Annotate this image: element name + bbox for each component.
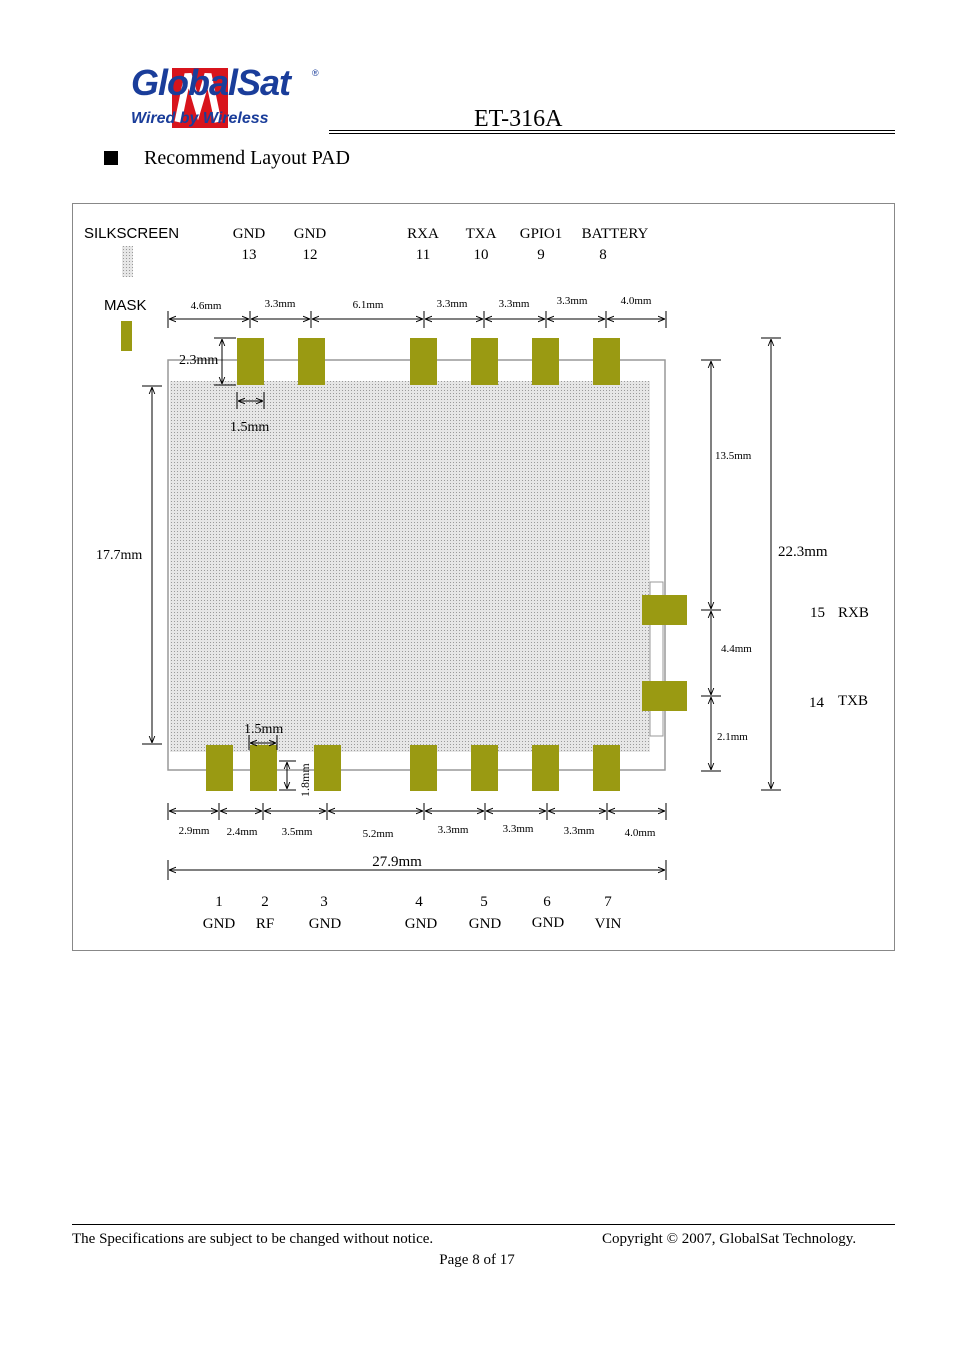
dim-top-2: 3.3mm [264,298,296,310]
dim-top-1: 4.6mm [190,300,222,312]
legend-mask: MASK [104,297,147,314]
dim-bottom-7: 3.3mm [563,825,595,837]
pad-13 [237,338,264,385]
pin-10-name: TXA [465,226,497,242]
logo-tagline: Wired by Wireless [131,110,269,127]
footer-copyright: Copyright © 2007, GlobalSat Technology. [602,1231,857,1247]
logo-wordmark: GlobalSat [131,62,291,103]
dim-pad-height-top: 2.3mm [179,353,219,368]
footer-notice: The Specifications are subject to be changed without notice. [72,1231,434,1247]
pin-8-num: 8 [599,247,607,263]
pin-9-num: 9 [537,247,545,263]
pad-15 [642,595,687,625]
pin-9-name: GPIO1 [519,226,563,242]
pad-6 [532,745,559,791]
dim-right-2: 4.4mm [721,643,752,655]
pad-1 [206,745,233,791]
dim-bottom-8: 4.0mm [624,827,656,839]
pin-7-name: VIN [594,916,622,932]
pad-2 [250,745,277,791]
dim-bottom-4: 5.2mm [362,828,394,840]
pin-3-num: 3 [320,894,328,910]
dim-pad-width-top: 1.5mm [230,420,270,435]
pad-11 [410,338,437,385]
pin-15-name: RXB [838,605,869,621]
dim-bottom-2: 2.4mm [226,826,258,838]
pin-5-name: GND [468,916,502,932]
pin-4-num: 4 [415,894,423,910]
dim-top-3: 6.1mm [352,299,384,311]
pad-10 [471,338,498,385]
bottom-pads [206,745,620,791]
pin-3-name: GND [308,916,342,932]
module-silkscreen-area [170,381,637,752]
pad-9 [532,338,559,385]
pin-7-num: 7 [604,894,612,910]
dim-bottom-5: 3.3mm [437,824,469,836]
pin-6-name: GND [531,915,565,931]
dim-bottom-6: 3.3mm [502,823,534,835]
pad-3 [314,745,341,791]
footer-rule [72,1224,895,1225]
pin-6-num: 6 [543,894,551,910]
pin-1-name: GND [202,916,236,932]
pin-11-name: RXA [407,226,439,242]
dim-left-height: 17.7mm [96,548,143,563]
bottom-dimension-labels [179,823,656,840]
pin-14-num: 14 [809,695,824,711]
pin-12-name: GND [293,226,327,242]
pin-12-num: 12 [302,247,318,263]
pad-5 [471,745,498,791]
dim-right-3: 2.1mm [717,731,748,743]
section-title: Recommend Layout PAD [144,147,350,169]
dim-overall-height: 22.3mm [778,544,828,560]
pin-2-num: 2 [261,894,269,910]
pad-12 [298,338,325,385]
logo-registered-mark: ® [312,68,319,78]
dim-top-6: 3.3mm [556,295,588,307]
dim-bottom-3: 3.5mm [281,826,313,838]
pin-13-name: GND [232,226,266,242]
pin-14-name: TXB [838,693,868,709]
pad-14 [642,681,687,711]
pin-11-num: 11 [415,247,431,263]
mask-swatch [121,321,132,351]
dim-pad-width-bottom: 1.5mm [244,722,284,737]
dim-top-5: 3.3mm [498,298,530,310]
dim-right-1: 13.5mm [715,450,752,462]
pin-5-num: 5 [480,894,488,910]
pin-13-num: 13 [241,247,257,263]
dim-pad-height-bottom: 1.8mm [298,763,312,797]
pin-4-name: GND [404,916,438,932]
pin-1-num: 1 [215,894,223,910]
pin-10-num: 10 [473,247,489,263]
legend-silkscreen: SILKSCREEN [84,225,180,242]
pin-15-num: 15 [810,605,825,621]
silkscreen-swatch [122,246,133,277]
document-title: ET-316A [474,106,563,132]
page-number: Page 8 of 17 [439,1252,515,1268]
dim-bottom-1: 2.9mm [178,825,210,837]
pin-8-name: BATTERY [581,226,649,242]
pad-4 [410,745,437,791]
dim-top-7: 4.0mm [620,295,652,307]
dim-top-4: 3.3mm [436,298,468,310]
top-pin-labels [233,226,649,263]
dim-overall-width: 27.9mm [372,854,422,870]
top-dimension-labels [191,295,652,312]
pin-2-name: RF [255,916,275,932]
pad-7 [593,745,620,791]
pad-8 [593,338,620,385]
bottom-pin-labels [203,894,622,932]
